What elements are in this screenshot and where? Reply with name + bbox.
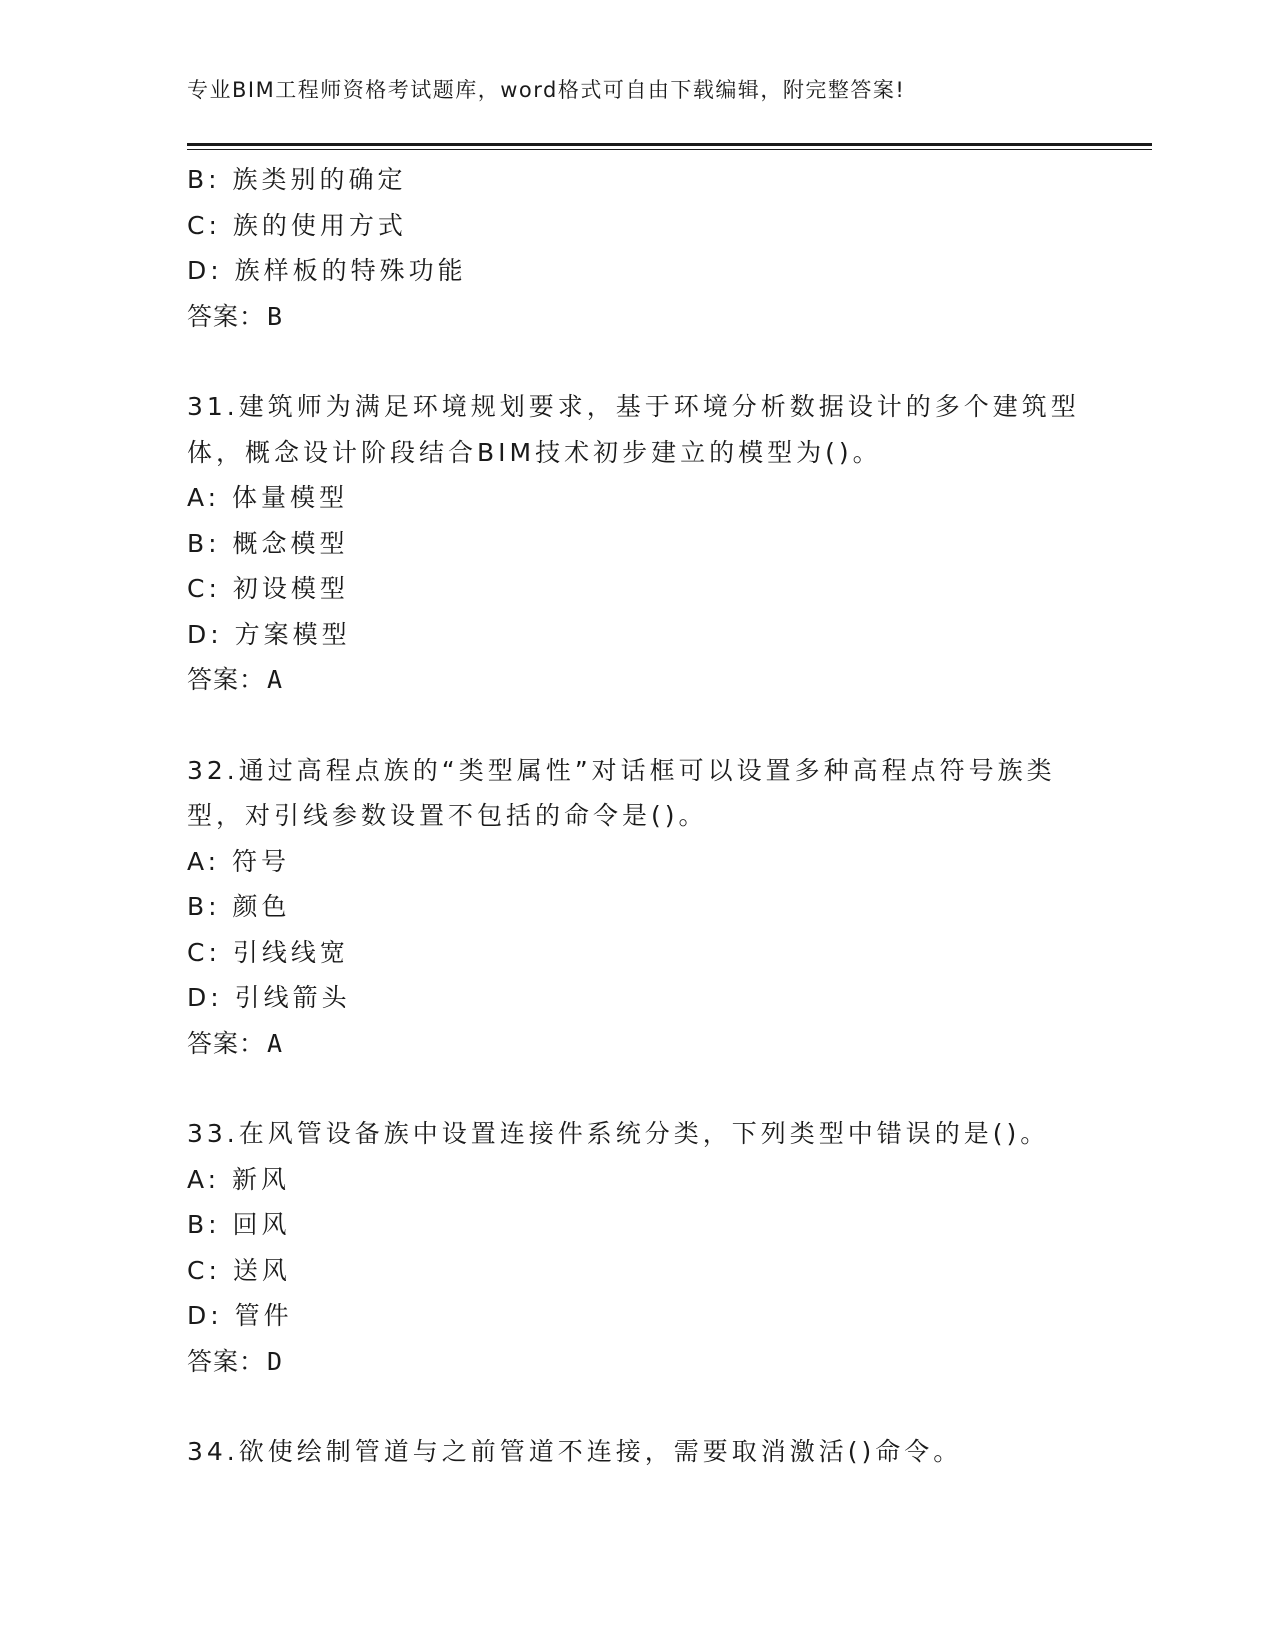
option-line: B: 回风 xyxy=(187,1210,291,1239)
option-line: C: 族的使用方式 xyxy=(187,210,407,240)
question-text: 体，概念设计阶段结合BIM技术初步建立的模型为()。 xyxy=(187,437,882,467)
question-text: 34.欲使绘制管道与之前管道不连接，需要取消激活()命令。 xyxy=(187,1437,963,1466)
question-text: 33.在风管设备族中设置连接件系统分类，下列类型中错误的是()。 xyxy=(187,1119,1050,1148)
answer-value: D xyxy=(267,1346,284,1376)
answer-label: 答案： xyxy=(187,1028,266,1058)
question-block xyxy=(187,384,1087,703)
answer-line xyxy=(187,657,1087,703)
answer-label: 答案： xyxy=(187,301,266,331)
option-line: C: 引线线宽 xyxy=(187,937,349,967)
option-line: B: 颜色 xyxy=(187,892,291,921)
question-text: 31.建筑师为满足环境规划要求，基于环境分析数据设计的多个建筑型 xyxy=(187,392,1080,421)
answer-line xyxy=(187,1339,1087,1385)
option-line: B: 族类别的确定 xyxy=(187,165,407,194)
header-rule-thick xyxy=(187,143,1152,146)
answer-value: A xyxy=(267,1028,284,1058)
answer-label: 答案： xyxy=(187,1346,266,1376)
answer-value: B xyxy=(267,301,284,331)
option-line: A: 符号 xyxy=(187,846,291,876)
page-header: 专业BIM工程师资格考试题库，word格式可自由下载编辑，附完整答案! xyxy=(187,78,906,102)
option-line: D: 方案模型 xyxy=(187,619,351,649)
answer-line xyxy=(187,1021,1087,1067)
answer-label: 答案： xyxy=(187,665,266,694)
option-line: C: 送风 xyxy=(187,1255,291,1285)
question-block xyxy=(187,1429,1087,1475)
option-line: D: 族样板的特殊功能 xyxy=(187,256,467,285)
option-line: D: 引线箭头 xyxy=(187,983,351,1012)
question-block xyxy=(187,157,1087,339)
answer-value: A xyxy=(267,665,284,694)
question-block xyxy=(187,748,1087,1067)
question-text: 32.通过高程点族的“类型属性”对话框可以设置多种高程点符号族类 xyxy=(187,755,1056,785)
answer-line xyxy=(187,294,1087,340)
option-line: D: 管件 xyxy=(187,1301,293,1330)
option-line: B: 概念模型 xyxy=(187,528,349,558)
option-line: A: 新风 xyxy=(187,1164,291,1194)
question-text: 型，对引线参数设置不包括的命令是()。 xyxy=(187,801,708,830)
question-list xyxy=(187,157,1087,1475)
option-line: A: 体量模型 xyxy=(187,483,349,512)
question-block xyxy=(187,1111,1087,1384)
header-rule-thin xyxy=(187,149,1152,150)
option-line: C: 初设模型 xyxy=(187,574,349,603)
